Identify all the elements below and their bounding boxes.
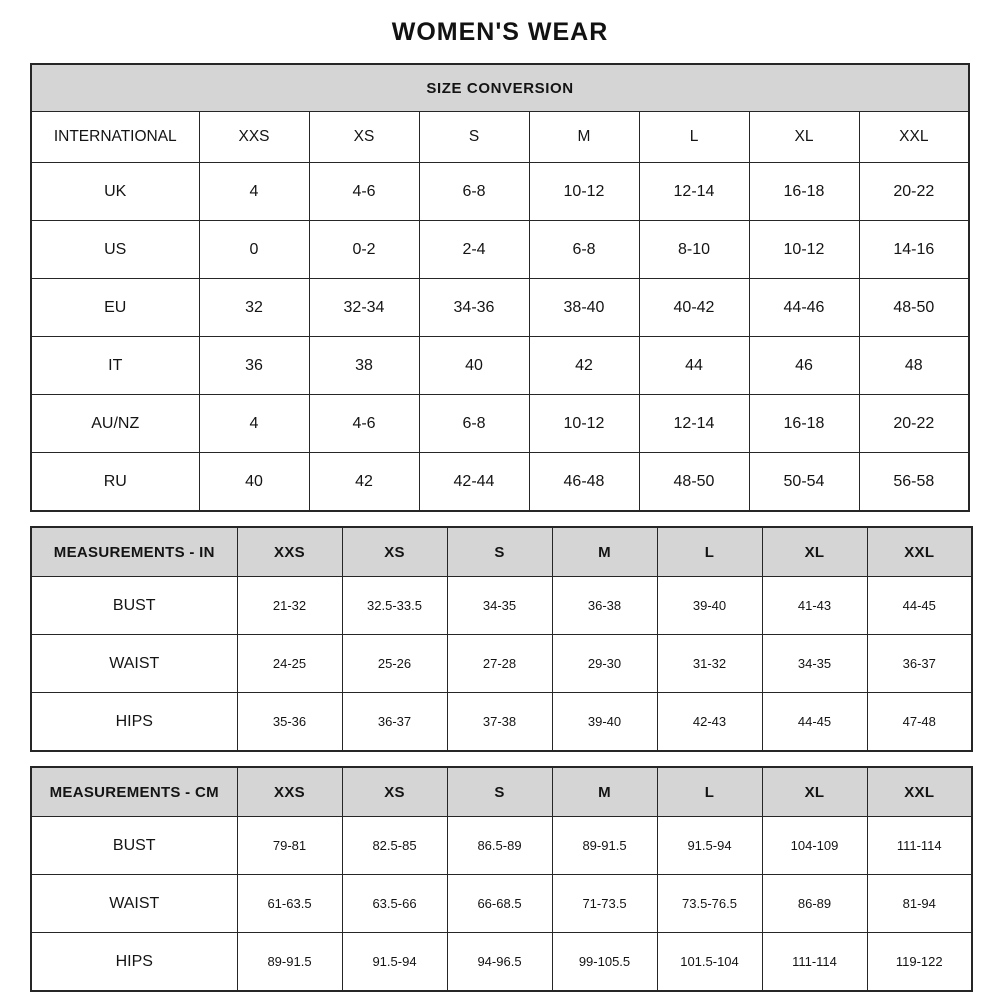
- measurement-value: 34-35: [762, 635, 867, 693]
- measurement-value: 66-68.5: [447, 875, 552, 933]
- size-value: 40-42: [639, 279, 749, 337]
- size-value: 42: [309, 453, 419, 512]
- measurement-value: 86-89: [762, 875, 867, 933]
- size-value: 10-12: [529, 395, 639, 453]
- size-value: 32-34: [309, 279, 419, 337]
- measurement-value: 104-109: [762, 817, 867, 875]
- size-value: 16-18: [749, 163, 859, 221]
- measurement-value: 79-81: [237, 817, 342, 875]
- measurement-value: 101.5-104: [657, 933, 762, 992]
- size-column-header: L: [657, 767, 762, 817]
- size-value: 40: [199, 453, 309, 512]
- measurement-value: 61-63.5: [237, 875, 342, 933]
- measurement-value: 81-94: [867, 875, 972, 933]
- size-value: 46-48: [529, 453, 639, 512]
- size-value: 32: [199, 279, 309, 337]
- size-value: 12-14: [639, 163, 749, 221]
- size-value: 0: [199, 221, 309, 279]
- measurement-label: BUST: [31, 817, 237, 875]
- size-column-header: L: [639, 112, 749, 163]
- size-value: 4: [199, 395, 309, 453]
- size-value: 36: [199, 337, 309, 395]
- measurement-value: 91.5-94: [657, 817, 762, 875]
- size-value: 42-44: [419, 453, 529, 512]
- measurement-value: 63.5-66: [342, 875, 447, 933]
- size-conversion-title-row: [31, 64, 969, 112]
- size-value: 40: [419, 337, 529, 395]
- size-value: 48-50: [859, 279, 969, 337]
- size-value: 6-8: [529, 221, 639, 279]
- measurements-in-table: [30, 526, 973, 752]
- measurements-in-row: [31, 693, 972, 752]
- size-column-header: S: [419, 112, 529, 163]
- measurements-cm-row: [31, 817, 972, 875]
- measurement-value: 89-91.5: [552, 817, 657, 875]
- measurement-value: 71-73.5: [552, 875, 657, 933]
- size-value: 12-14: [639, 395, 749, 453]
- size-column-header: XXL: [867, 767, 972, 817]
- size-column-header: M: [552, 767, 657, 817]
- measurement-value: 44-45: [867, 577, 972, 635]
- measurement-label: HIPS: [31, 933, 237, 992]
- measurement-value: 36-37: [342, 693, 447, 752]
- measurements-cm-row: [31, 875, 972, 933]
- size-column-header: XXL: [867, 527, 972, 577]
- measurements-cm-row: [31, 933, 972, 992]
- measurement-value: 73.5-76.5: [657, 875, 762, 933]
- size-column-header: XS: [342, 527, 447, 577]
- conversion-row: [31, 279, 969, 337]
- measurement-value: 32.5-33.5: [342, 577, 447, 635]
- size-value: 4: [199, 163, 309, 221]
- measurement-value: 36-38: [552, 577, 657, 635]
- conversion-row: [31, 163, 969, 221]
- size-value: 48: [859, 337, 969, 395]
- measurement-value: 34-35: [447, 577, 552, 635]
- conversion-row: [31, 337, 969, 395]
- measurement-value: 37-38: [447, 693, 552, 752]
- size-value: 2-4: [419, 221, 529, 279]
- size-column-header: M: [529, 112, 639, 163]
- measurements-in-row: [31, 577, 972, 635]
- size-column-header: M: [552, 527, 657, 577]
- measurement-value: 89-91.5: [237, 933, 342, 992]
- conversion-header-row: [31, 112, 969, 163]
- size-value: 10-12: [529, 163, 639, 221]
- measurement-value: 31-32: [657, 635, 762, 693]
- size-value: 6-8: [419, 395, 529, 453]
- region-label: UK: [31, 163, 199, 221]
- measurements-in-row: [31, 635, 972, 693]
- size-value: 6-8: [419, 163, 529, 221]
- page-title: WOMEN'S WEAR: [391, 18, 609, 46]
- measurement-value: 24-25: [237, 635, 342, 693]
- size-value: 10-12: [749, 221, 859, 279]
- measurement-value: 42-43: [657, 693, 762, 752]
- measurement-value: 39-40: [657, 577, 762, 635]
- measurement-value: 86.5-89: [447, 817, 552, 875]
- size-value: 34-36: [419, 279, 529, 337]
- measurements-cm-header-row: [31, 767, 972, 817]
- size-column-header: L: [657, 527, 762, 577]
- size-value: 14-16: [859, 221, 969, 279]
- measurement-value: 119-122: [867, 933, 972, 992]
- size-value: 20-22: [859, 395, 969, 453]
- measurement-value: 47-48: [867, 693, 972, 752]
- size-value: 38-40: [529, 279, 639, 337]
- size-value: 46: [749, 337, 859, 395]
- size-value: 44: [639, 337, 749, 395]
- measurement-value: 44-45: [762, 693, 867, 752]
- size-value: 16-18: [749, 395, 859, 453]
- size-value: 42: [529, 337, 639, 395]
- region-label: IT: [31, 337, 199, 395]
- measurement-value: 111-114: [867, 817, 972, 875]
- region-label: US: [31, 221, 199, 279]
- measurements-in-header-row: [31, 527, 972, 577]
- measurement-value: 99-105.5: [552, 933, 657, 992]
- measurement-value: 111-114: [762, 933, 867, 992]
- size-value: 48-50: [639, 453, 749, 512]
- measurement-label: WAIST: [31, 635, 237, 693]
- measurement-value: 25-26: [342, 635, 447, 693]
- measurements-cm-table: [30, 766, 973, 992]
- size-value: 56-58: [859, 453, 969, 512]
- region-column-header: INTERNATIONAL: [31, 112, 199, 163]
- measurement-value: 39-40: [552, 693, 657, 752]
- size-value: 4-6: [309, 395, 419, 453]
- measurements-cm-title: MEASUREMENTS - CM: [31, 767, 237, 817]
- conversion-row: [31, 453, 969, 512]
- size-column-header: S: [447, 527, 552, 577]
- size-value: 8-10: [639, 221, 749, 279]
- size-column-header: XXS: [199, 112, 309, 163]
- measurement-label: HIPS: [31, 693, 237, 752]
- size-column-header: XXS: [237, 527, 342, 577]
- region-label: AU/NZ: [31, 395, 199, 453]
- measurement-value: 36-37: [867, 635, 972, 693]
- size-conversion-title: SIZE CONVERSION: [31, 64, 969, 112]
- size-column-header: S: [447, 767, 552, 817]
- size-conversion-table: [30, 63, 970, 512]
- size-column-header: XXL: [859, 112, 969, 163]
- measurement-label: BUST: [31, 577, 237, 635]
- size-value: 50-54: [749, 453, 859, 512]
- size-value: 4-6: [309, 163, 419, 221]
- region-label: RU: [31, 453, 199, 512]
- size-value: 38: [309, 337, 419, 395]
- measurement-value: 94-96.5: [447, 933, 552, 992]
- measurement-value: 35-36: [237, 693, 342, 752]
- measurement-value: 21-32: [237, 577, 342, 635]
- measurement-value: 29-30: [552, 635, 657, 693]
- measurement-value: 27-28: [447, 635, 552, 693]
- size-value: 0-2: [309, 221, 419, 279]
- measurements-in-title: MEASUREMENTS - IN: [31, 527, 237, 577]
- size-column-header: XS: [309, 112, 419, 163]
- conversion-row: [31, 221, 969, 279]
- size-column-header: XS: [342, 767, 447, 817]
- measurement-value: 41-43: [762, 577, 867, 635]
- size-column-header: XL: [762, 527, 867, 577]
- measurement-value: 91.5-94: [342, 933, 447, 992]
- measurement-label: WAIST: [31, 875, 237, 933]
- size-column-header: XL: [762, 767, 867, 817]
- size-value: 20-22: [859, 163, 969, 221]
- region-label: EU: [31, 279, 199, 337]
- size-value: 44-46: [749, 279, 859, 337]
- size-column-header: XXS: [237, 767, 342, 817]
- measurement-value: 82.5-85: [342, 817, 447, 875]
- size-column-header: XL: [749, 112, 859, 163]
- conversion-row: [31, 395, 969, 453]
